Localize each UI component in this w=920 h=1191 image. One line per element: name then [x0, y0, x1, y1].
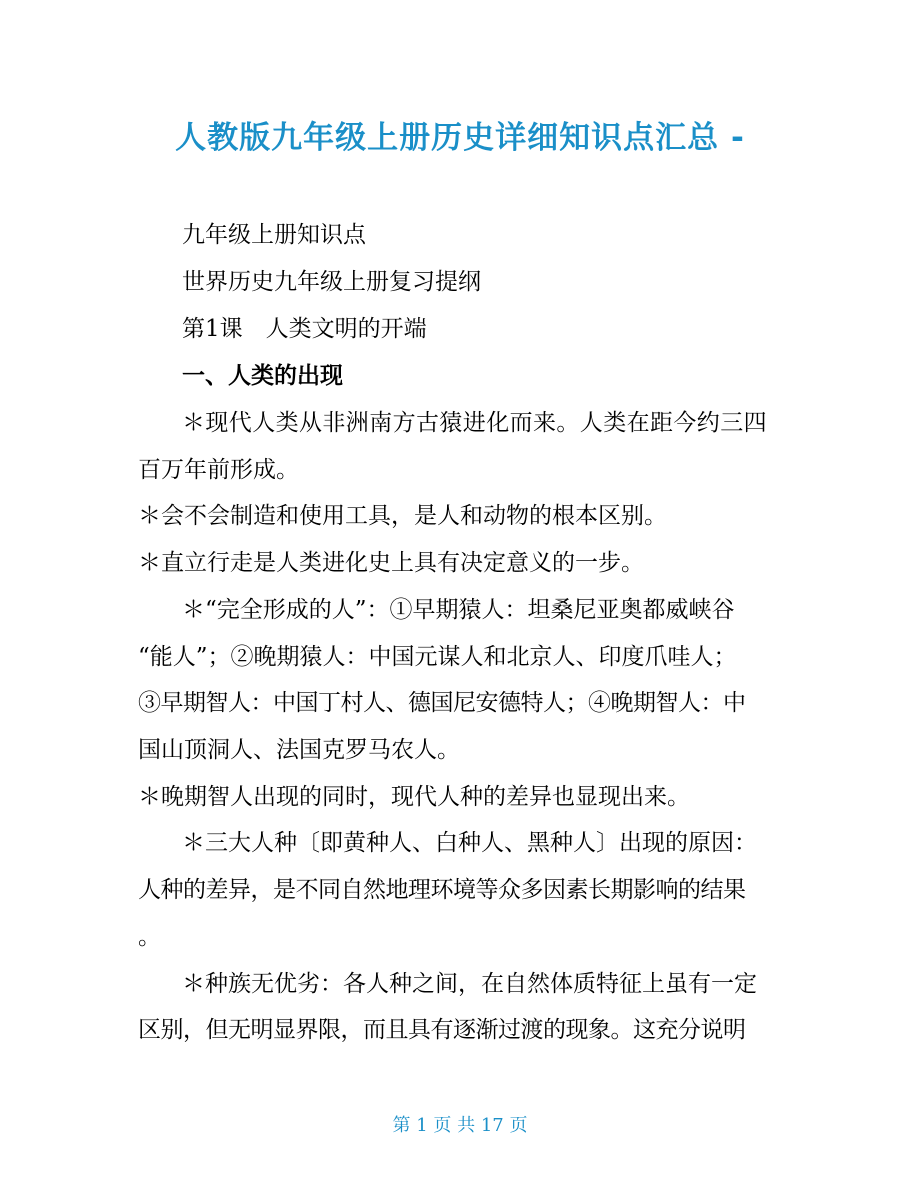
body-line: 世界历史九年级上册复习提纲: [182, 269, 481, 295]
body-line: ＊“完全形成的人”：①早期猿人：坦桑尼亚奥都威峡谷: [182, 597, 735, 623]
body-line: 区别，但无明显界限，而且具有逐渐过渡的现象。这充分说明: [138, 1017, 746, 1043]
body-line: ＊种族无优劣：各人种之间，在自然体质特征上虽有一定: [182, 971, 757, 997]
body-line: 九年级上册知识点: [182, 222, 366, 248]
body-line: 百万年前形成。: [138, 457, 299, 483]
body-line: ＊三大人种〔即黄种人、白种人、黑种人〕出现的原因：: [182, 830, 757, 856]
body-line: ③早期智人：中国丁村人、德国尼安德特人；④晚期智人：中: [138, 690, 746, 716]
body-line: 国山顶洞人、法国克罗马农人。: [138, 737, 460, 763]
body-line: “能人”；②晚期猿人：中国元谋人和北京人、印度爪哇人；: [138, 644, 737, 670]
body-line: 人种的差异，是不同自然地理环境等众多因素长期影响的结果: [138, 877, 746, 903]
body-line: ＊直立行走是人类进化史上具有决定意义的一步。: [138, 550, 644, 576]
page-number: 第 1 页 共 17 页: [392, 1115, 528, 1136]
document-title: 人教版九年级上册历史详细知识点汇总 -: [175, 120, 745, 156]
body-line: 。: [138, 924, 161, 950]
body-line: 第1课 人类文明的开端: [182, 316, 427, 342]
body-line: ＊现代人类从非洲南方古猿进化而来。人类在距今约三四: [182, 410, 767, 436]
section-heading: 一、人类的出现: [182, 363, 343, 389]
body-line: ＊晚期智人出现的同时，现代人种的差异也显现出来。: [138, 784, 690, 810]
body-line: ＊会不会制造和使用工具，是人和动物的根本区别。: [138, 503, 667, 529]
